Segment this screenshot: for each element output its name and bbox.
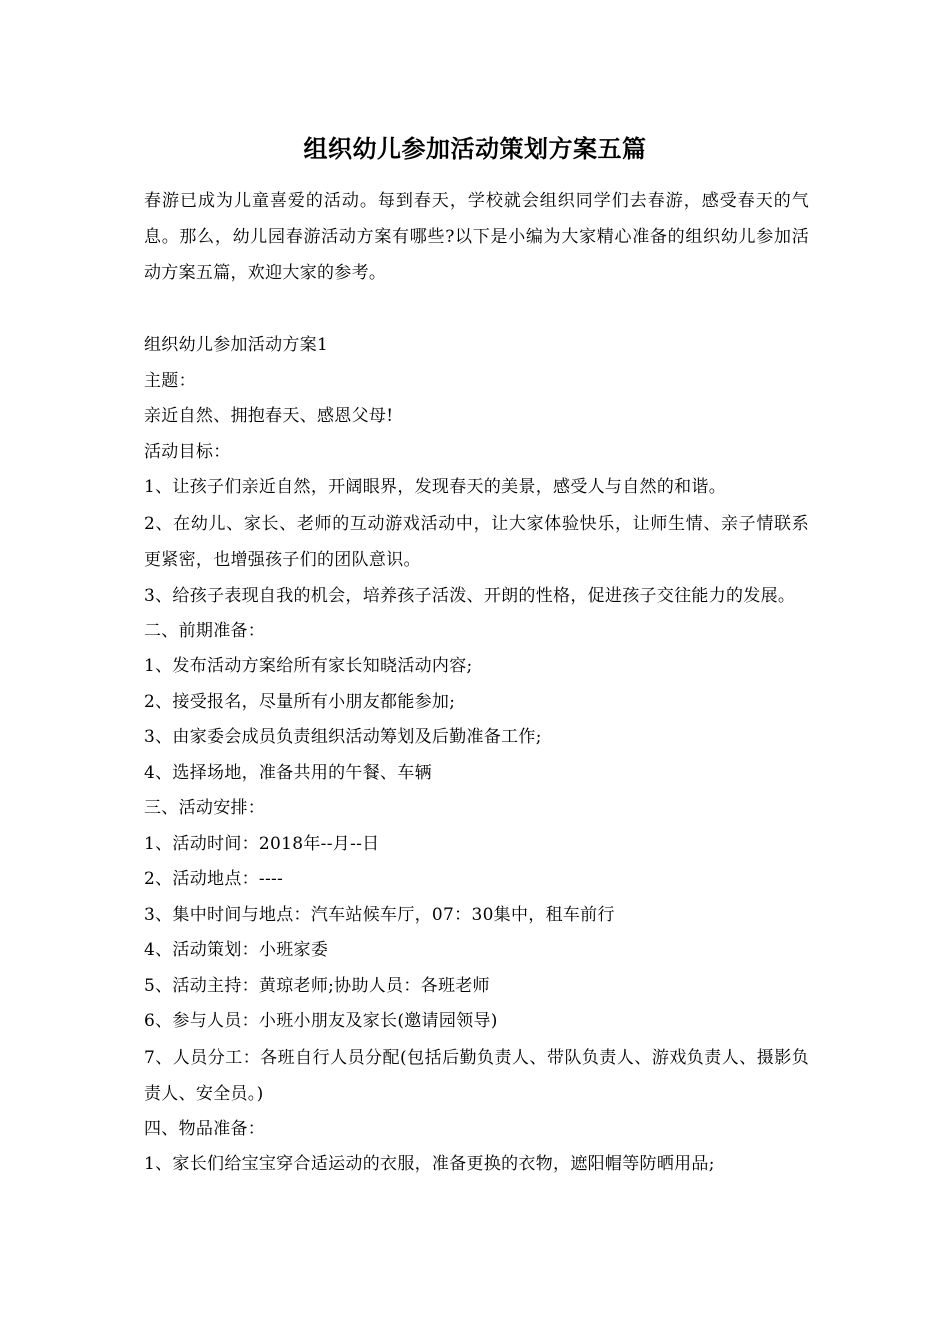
preparation-item: 2、接受报名，尽量所有小朋友都能参加; <box>144 691 456 712</box>
goal-item: 3、给孩子表现自我的机会，培养孩子活泼、开朗的性格，促进孩子交往能力的发展。 <box>144 585 796 606</box>
intro-paragraph: 春游已成为儿童喜爱的活动。每到春天，学校就会组织同学们去春游，感受春天的气息。那么，幼儿园春游活动方案有哪些?以下是小编为大家精心准备的组织幼儿参加活动方案五篇，欢迎大家的参考。 <box>144 191 809 283</box>
goals-heading: 活动目标： <box>144 441 231 462</box>
schedule-item: 2、活动地点：---- <box>144 869 284 889</box>
preparation-item: 4、选择场地，准备共用的午餐、车辆 <box>144 762 432 783</box>
schedule-item: 1、活动时间：2018年--月--日 <box>144 833 380 854</box>
schedule-item: 7、人员分工：各班自行人员分配(包括后勤负责人、带队负责人、游戏负责人、摄影负责人、安全员。) <box>144 1047 809 1104</box>
theme-label: 主题： <box>144 370 196 391</box>
preparation-heading: 二、前期准备： <box>144 620 266 641</box>
document-body <box>144 328 809 1183</box>
supplies-item: 1、家长们给宝宝穿合适运动的衣服，准备更换的衣物，遮阳帽等防晒用品; <box>144 1154 715 1174</box>
schedule-item: 6、参与人员：小班小朋友及家长(邀请园领导) <box>144 1011 498 1031</box>
schedule-item: 4、活动策划：小班家委 <box>144 940 329 960</box>
goal-item: 2、在幼儿、家长、老师的互动游戏活动中，让大家体验快乐，让师生情、亲子情联系更紧密，也增强孩子们的团队意识。 <box>144 513 809 570</box>
schedule-item: 3、集中时间与地点：汽车站候车厅，07：30集中，租车前行 <box>144 904 615 925</box>
preparation-item: 1、发布活动方案给所有家长知晓活动内容; <box>144 656 473 676</box>
theme-text: 亲近自然、拥抱春天、感恩父母! <box>144 406 394 426</box>
goal-item: 1、让孩子们亲近自然，开阔眼界，发现春天的美景，感受人与自然的和谐。 <box>144 477 727 497</box>
schedule-item: 5、活动主持：黄琼老师;协助人员：各班老师 <box>144 975 490 996</box>
document-title: 组织幼儿参加活动策划方案五篇 <box>303 134 647 163</box>
section-heading: 组织幼儿参加活动方案1 <box>144 335 329 355</box>
supplies-heading: 四、物品准备： <box>144 1118 266 1139</box>
schedule-heading: 三、活动安排： <box>144 798 266 818</box>
preparation-item: 3、由家委会成员负责组织活动筹划及后勤准备工作; <box>144 727 542 747</box>
